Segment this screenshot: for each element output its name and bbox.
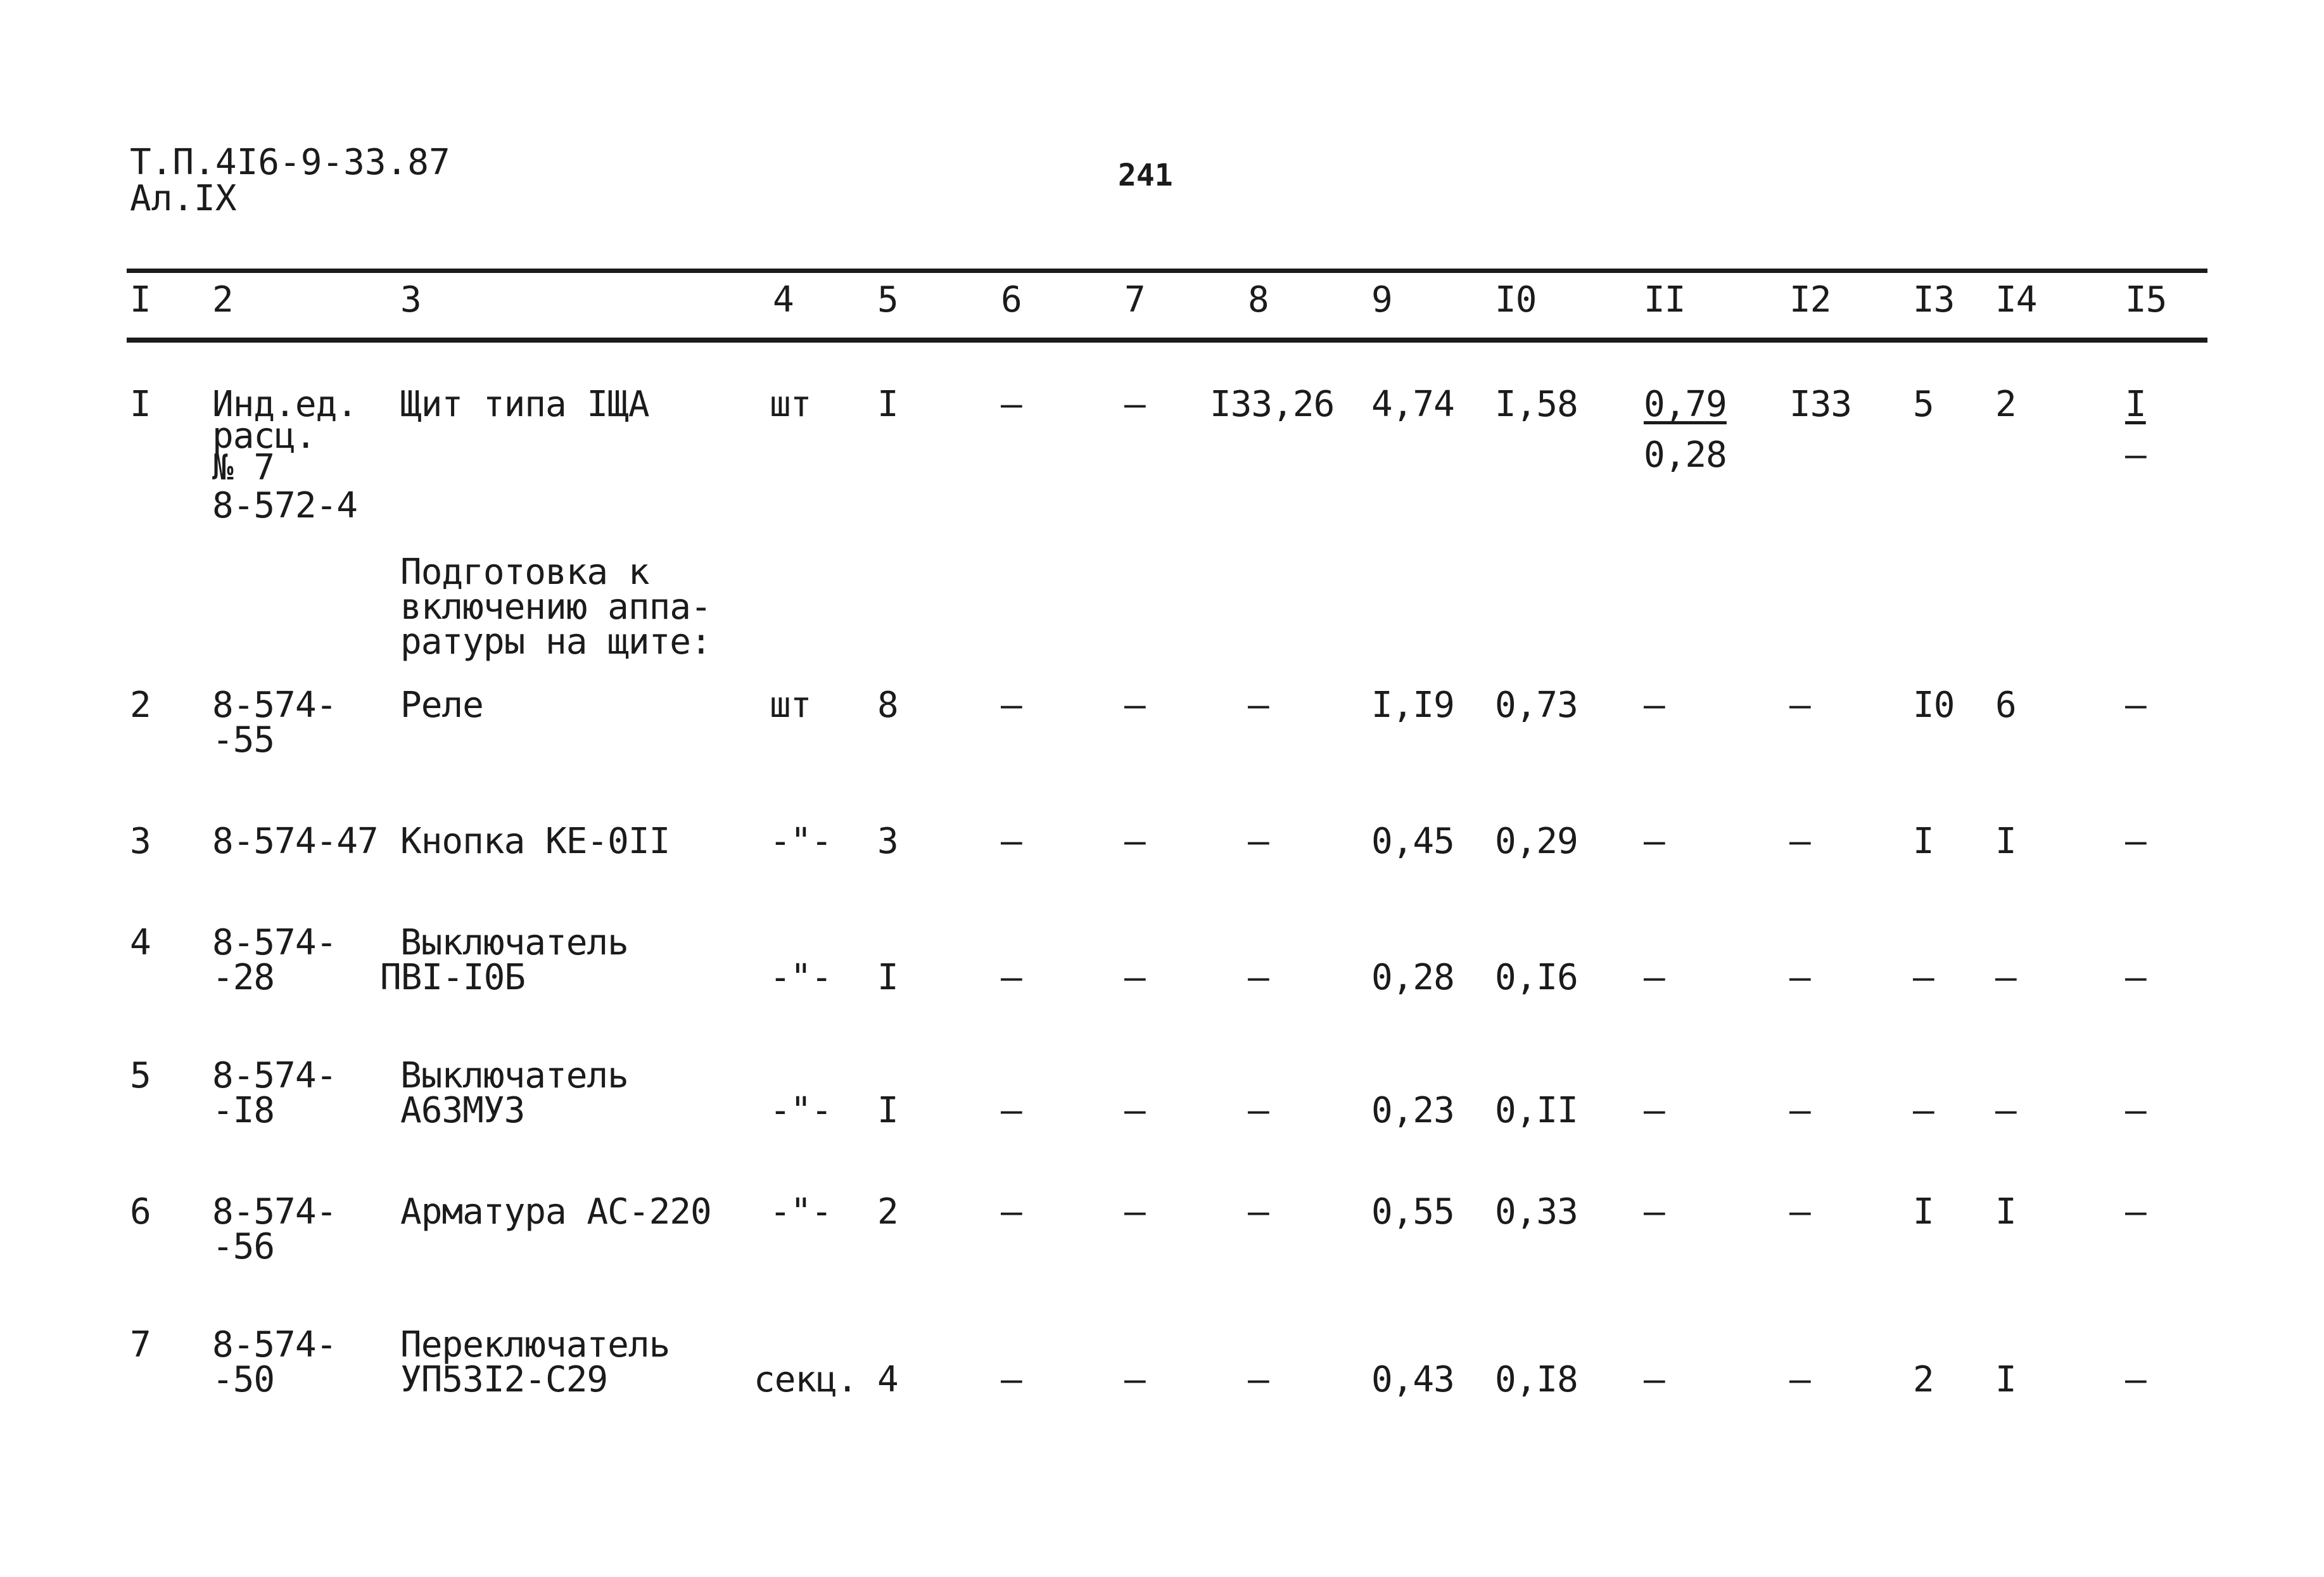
row-number: 6 bbox=[130, 1191, 151, 1232]
table-top-rule bbox=[127, 269, 2207, 273]
col15-value: – bbox=[2125, 685, 2146, 726]
col7-value: – bbox=[1124, 957, 1145, 998]
col11-value-bottom: 0,28 bbox=[1644, 434, 1727, 476]
rate-code: -I8 bbox=[212, 1090, 275, 1131]
col7-value: – bbox=[1124, 1359, 1145, 1400]
rate-code: Инд.ед. bbox=[212, 384, 358, 425]
col12-value: – bbox=[1789, 957, 1810, 998]
rate-code: 8-574- bbox=[212, 1055, 337, 1096]
col12-value: – bbox=[1789, 1191, 1810, 1232]
col11-value: – bbox=[1644, 1090, 1665, 1131]
col6-value: – bbox=[1001, 957, 1022, 998]
col-header: 9 bbox=[1371, 279, 1392, 320]
rate-code: 8-574- bbox=[212, 1324, 337, 1365]
col12-value: – bbox=[1789, 685, 1810, 726]
rate-code: расц. bbox=[212, 415, 316, 457]
col-header: I bbox=[130, 279, 151, 320]
col6-value: – bbox=[1001, 1359, 1022, 1400]
page-number: 241 bbox=[1118, 158, 1173, 193]
col8-value: – bbox=[1248, 821, 1269, 862]
col14-value: – bbox=[1995, 1090, 2016, 1131]
row-number: 4 bbox=[130, 922, 151, 963]
unit: -"- bbox=[770, 1191, 832, 1232]
unit: -"- bbox=[770, 957, 832, 998]
item-name: Щит типа IЩА bbox=[400, 384, 649, 425]
col12-value: – bbox=[1789, 1359, 1810, 1400]
col-header: 3 bbox=[400, 279, 421, 320]
col8-value: – bbox=[1248, 957, 1269, 998]
col11-value: – bbox=[1644, 1191, 1665, 1232]
col15-value-top: I bbox=[2125, 384, 2146, 425]
col9-value: 0,45 bbox=[1371, 821, 1454, 862]
row-number: 5 bbox=[130, 1055, 151, 1096]
col9-value: 0,55 bbox=[1371, 1191, 1454, 1232]
col6-value: – bbox=[1001, 1090, 1022, 1131]
col10-value: 0,I8 bbox=[1495, 1359, 1578, 1400]
item-name: А63МУЗ bbox=[400, 1090, 525, 1131]
rate-code: -50 bbox=[212, 1359, 275, 1400]
col10-value: 0,33 bbox=[1495, 1191, 1578, 1232]
col9-value: I,I9 bbox=[1371, 685, 1454, 726]
item-name: Кнопка КЕ-0II bbox=[400, 821, 670, 862]
col-header: I2 bbox=[1789, 279, 1831, 320]
note-line: включению аппа- bbox=[400, 586, 711, 628]
rate-code: -55 bbox=[212, 719, 275, 761]
row-number: 7 bbox=[130, 1324, 151, 1365]
col-header: 6 bbox=[1001, 279, 1022, 320]
col15-value: – bbox=[2125, 1090, 2146, 1131]
col10-value: 0,29 bbox=[1495, 821, 1578, 862]
col11-value: – bbox=[1644, 685, 1665, 726]
col7-value: – bbox=[1124, 384, 1145, 425]
col11-value: – bbox=[1644, 1359, 1665, 1400]
quantity: I bbox=[877, 1090, 898, 1131]
quantity: 3 bbox=[877, 821, 898, 862]
col14-value: I bbox=[1995, 821, 2016, 862]
rate-code: 8-574- bbox=[212, 922, 337, 963]
item-name: Выключатель bbox=[400, 1055, 628, 1096]
item-name: Переключатель bbox=[400, 1324, 670, 1365]
col7-value: – bbox=[1124, 1191, 1145, 1232]
col13-value: – bbox=[1913, 1090, 1934, 1131]
col6-value: – bbox=[1001, 821, 1022, 862]
col7-value: – bbox=[1124, 1090, 1145, 1131]
col15-value: – bbox=[2125, 1191, 2146, 1232]
col-header: I0 bbox=[1495, 279, 1537, 320]
col12-value: – bbox=[1789, 821, 1810, 862]
quantity: I bbox=[877, 384, 898, 425]
quantity: 2 bbox=[877, 1191, 898, 1232]
quantity: 8 bbox=[877, 685, 898, 726]
col8-value: I33,26 bbox=[1210, 384, 1335, 425]
col10-value: 0,II bbox=[1495, 1090, 1578, 1131]
rate-code: 8-574- bbox=[212, 685, 337, 726]
col13-value: I bbox=[1913, 821, 1934, 862]
item-name: УП53I2-С29 bbox=[400, 1359, 608, 1400]
col-header: 4 bbox=[773, 279, 794, 320]
document-code: Т.П.4I6-9-33.87 bbox=[130, 142, 450, 183]
col14-value: 6 bbox=[1995, 685, 2016, 726]
col13-value: I0 bbox=[1913, 685, 1955, 726]
col8-value: – bbox=[1248, 1191, 1269, 1232]
table-header-rule bbox=[127, 338, 2207, 343]
col7-value: – bbox=[1124, 821, 1145, 862]
row-number: 2 bbox=[130, 685, 151, 726]
col13-value: 5 bbox=[1913, 384, 1934, 425]
rate-code: -28 bbox=[212, 957, 275, 998]
col11-value: – bbox=[1644, 821, 1665, 862]
col14-value: – bbox=[1995, 957, 2016, 998]
col-header: I4 bbox=[1995, 279, 2037, 320]
col15-value: – bbox=[2125, 957, 2146, 998]
col6-value: – bbox=[1001, 1191, 1022, 1232]
col13-value: I bbox=[1913, 1191, 1934, 1232]
col-header: 2 bbox=[212, 279, 233, 320]
unit: шт bbox=[770, 685, 811, 726]
rate-code: № 7 bbox=[212, 447, 275, 488]
col12-value: I33 bbox=[1789, 384, 1852, 425]
rate-code: 8-574- bbox=[212, 1191, 337, 1232]
col-header: 5 bbox=[877, 279, 898, 320]
note-line: ратуры на щите: bbox=[400, 621, 711, 662]
item-name: Выключатель bbox=[400, 922, 628, 963]
col12-value: – bbox=[1789, 1090, 1810, 1131]
unit: -"- bbox=[770, 821, 832, 862]
rate-code: 8-574-47 bbox=[212, 821, 378, 862]
col15-value: – bbox=[2125, 821, 2146, 862]
col14-value: I bbox=[1995, 1191, 2016, 1232]
col9-value: 0,43 bbox=[1371, 1359, 1454, 1400]
col-header: 7 bbox=[1124, 279, 1145, 320]
item-name: Арматура АС-220 bbox=[400, 1191, 711, 1232]
row-number: I bbox=[130, 384, 151, 425]
col13-value: 2 bbox=[1913, 1359, 1934, 1400]
col11-value: – bbox=[1644, 957, 1665, 998]
col8-value: – bbox=[1248, 1090, 1269, 1131]
col-header: I3 bbox=[1913, 279, 1955, 320]
col9-value: 0,23 bbox=[1371, 1090, 1454, 1131]
col15-value-bottom: – bbox=[2125, 434, 2146, 476]
col-header: 8 bbox=[1248, 279, 1269, 320]
col11-value-top: 0,79 bbox=[1644, 384, 1727, 425]
col10-value: 0,I6 bbox=[1495, 957, 1578, 998]
col8-value: – bbox=[1248, 685, 1269, 726]
quantity: I bbox=[877, 957, 898, 998]
rate-code: 8-572-4 bbox=[212, 485, 358, 526]
col7-value: – bbox=[1124, 685, 1145, 726]
item-name: Реле bbox=[400, 685, 483, 726]
row-number: 3 bbox=[130, 821, 151, 862]
col-header: II bbox=[1644, 279, 1686, 320]
quantity: 4 bbox=[877, 1359, 898, 1400]
unit: секц. bbox=[754, 1359, 858, 1400]
col14-value: I bbox=[1995, 1359, 2016, 1400]
col13-value: – bbox=[1913, 957, 1934, 998]
item-name: ПВI-I0Б bbox=[380, 957, 526, 998]
col9-value: 4,74 bbox=[1371, 384, 1454, 425]
rate-code: -56 bbox=[212, 1226, 275, 1267]
col-header: I5 bbox=[2125, 279, 2167, 320]
note-line: Подготовка к bbox=[400, 552, 649, 593]
unit: шт bbox=[770, 384, 811, 425]
col6-value: – bbox=[1001, 384, 1022, 425]
col8-value: – bbox=[1248, 1359, 1269, 1400]
col14-value: 2 bbox=[1995, 384, 2016, 425]
col10-value: 0,73 bbox=[1495, 685, 1578, 726]
unit: -"- bbox=[770, 1090, 832, 1131]
col15-value: – bbox=[2125, 1359, 2146, 1400]
col10-value: I,58 bbox=[1495, 384, 1578, 425]
sheet-label: Ал.IX bbox=[130, 178, 237, 219]
col9-value: 0,28 bbox=[1371, 957, 1454, 998]
col6-value: – bbox=[1001, 685, 1022, 726]
